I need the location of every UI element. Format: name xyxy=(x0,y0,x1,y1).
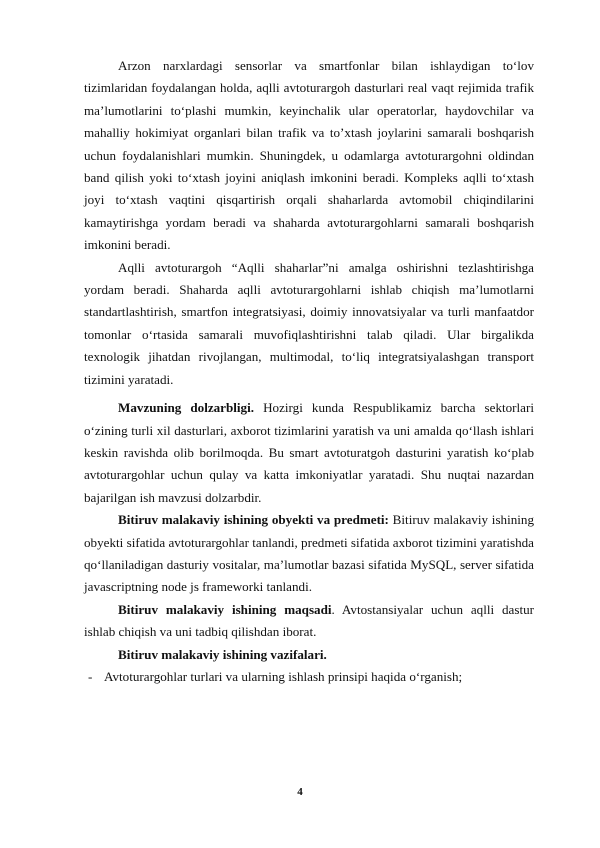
paragraph-relevance xyxy=(84,397,534,509)
paragraph-1 xyxy=(84,55,534,257)
document-body xyxy=(84,55,534,688)
goal-heading: Bitiruv malakaviy ishining maqsadi xyxy=(118,601,332,617)
relevance-text: Hozirgi kunda Respublikamiz barcha sektorlari o‘zining turli xil dasturlari, axborot tizimlarini yaratish va uni amalda qo‘llash ishlari keskin ravishda olib borilmoqda. Bu smart avtoturatgoh dasturini yaratish ko‘plab avtoturargohlar uchun qulay va katta imkoniyatlar yaratadi. Shu nuqtai nazardan bajarilgan ish mavzusi dolzarbdir. xyxy=(84,400,534,505)
tasks-heading: Bitiruv malakaviy ishining vazifalari. xyxy=(118,646,327,662)
tasks-list-item xyxy=(84,666,534,688)
tasks-list-item-text: Avtoturargohlar turlari va ularning ishlash prinsipi haqida o‘rganish; xyxy=(104,668,463,684)
bullet-marker: - xyxy=(88,668,93,684)
page-number: 4 xyxy=(297,786,303,798)
object-subject-text: Bitiruv malakaviy ishining obyekti sifatida avtoturargohlar tanlandi, predmeti sifatida axborot tizimini yaratishda qo‘llaniladigan dasturiy vositalar, ma’lumotlar bazasi sifatida MySQL, server sifatida javascriptning node js frameworki tanlandi. xyxy=(84,512,535,595)
relevance-heading: Mavzuning dolzarbligi. xyxy=(118,400,255,416)
paragraph-tasks xyxy=(84,644,534,666)
paragraph-object-subject xyxy=(84,509,534,599)
paragraph-2-text: Aqlli avtoturargoh “Aqlli shaharlar”ni amalga oshirishni tezlashtirishga yordam beradi. Shaharda aqlli avtoturargohlarni ishlab chiqish ma’lumotlarni standartlashtirish, smartfon integratsiyasi, doimiy innovatsiyalar va turli manfaatdor tomonlar o‘rtasida samarali muvofiqlashtirishni talab qiladi. Ular birgalikda texnologik jihatdan rivojlangan, multimodal, to‘liq integratsiyalashgan transport tizimini yaratadi. xyxy=(84,259,534,387)
paragraph-1-text: Arzon narxlardagi sensorlar va smartfonlar bilan ishlaydigan to‘lov tizimlaridan foydalangan holda, aqlli avtoturargoh dasturlari real vaqt rejimida trafik ma’lumotlarini to‘plashi mumkin, keyinchalik ular operatorlar, haydovchilar va mahalliy hokimiyat organlari bilan trafik va to’xtash joylarini samarali boshqarish uchun foydalanishlari mumkin. Shuningdek, u odamlarga avtoturargohni oldindan band qilish yoki to‘xtash joyini aniqlash imkonini beradi. Kompleks aqlli to‘xtash joyi to‘xtash vaqtini qisqartirish orqali shaharlarda avtomobil chiqindilarini kamaytirishga yordam beradi va shaharda avtoturargohlarni samarali boshqarish imkonini beradi. xyxy=(84,58,534,253)
goal-text: . Avtostansiyalar uchun aqlli dastur ishlab chiqish va uni tadbiq qilishdan iborat. xyxy=(84,601,535,640)
paragraph-2 xyxy=(84,257,534,391)
paragraph-goal xyxy=(84,599,534,644)
object-subject-heading: Bitiruv malakaviy ishining obyekti va predmeti: xyxy=(118,512,389,528)
